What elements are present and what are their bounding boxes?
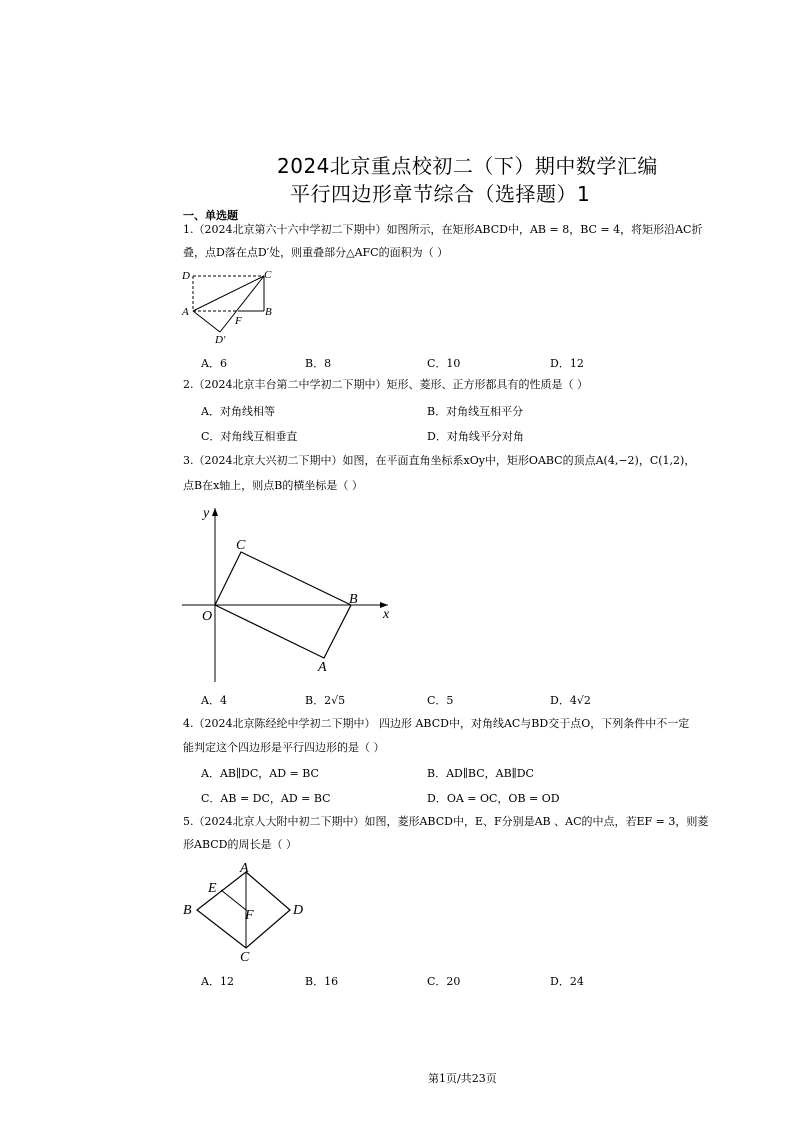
q4-text-line1: 4.（2024北京陈经纶中学初二下期中） 四边形 ABCD中，对角线AC与BD交于点O，下列条件中不一定	[183, 717, 690, 730]
q1-label-D: D	[182, 270, 190, 282]
page-footer: 第1页/共23页	[428, 1072, 497, 1085]
q4-option-d[interactable]: D．OA = OC，OB = OD	[427, 792, 560, 805]
q2-text-line1: 2.（2024北京丰台第二中学初二下期中）矩形、菱形、正方形都具有的性质是（ ）	[183, 378, 588, 391]
q1-label-A: A	[182, 306, 189, 318]
q2-option-c[interactable]: C．对角线互相垂直	[201, 430, 298, 443]
q3-label-A: A	[318, 660, 327, 675]
q5-label-C: C	[240, 950, 250, 965]
q1-label-F: F	[235, 315, 242, 327]
q4-option-a[interactable]: A．AB∥DC，AD = BC	[201, 767, 319, 780]
q2-option-b[interactable]: B．对角线互相平分	[427, 405, 524, 418]
q4-text-line2: 能判定这个四边形是平行四边形的是（ ）	[183, 741, 385, 754]
q3-option-c[interactable]: C．5	[427, 694, 454, 707]
q3-label-B: B	[349, 592, 358, 607]
q4-option-b[interactable]: B．AD∥BC，AB∥DC	[427, 767, 534, 780]
q3-text-line2: 点B在x轴上，则点B的横坐标是（ ）	[183, 479, 363, 492]
q2-option-d[interactable]: D．对角线平分对角	[427, 430, 524, 443]
q5-text-line2: 形ABCD的周长是（ ）	[183, 838, 297, 851]
q3-option-b[interactable]: B．2√5	[305, 694, 346, 707]
q5-label-A: A	[240, 861, 249, 876]
page-title-line2: 平行四边形章节综合（选择题）1	[290, 182, 591, 206]
q1-text-line2: 叠，点D落在点D′处，则重叠部分△AFC的面积为（ ）	[183, 246, 449, 259]
q3-figure	[178, 500, 398, 685]
q5-text-line1: 5.（2024北京人大附中初二下期中）如图，菱形ABCD中，E、F分别是AB 、AC的中点，若EF = 3，则菱	[183, 815, 709, 828]
q1-option-c[interactable]: C．10	[427, 357, 461, 370]
page-title-line1: 2024北京重点校初二（下）期中数学汇编	[277, 154, 658, 178]
q3-label-O: O	[202, 609, 213, 624]
q1-label-B: B	[265, 306, 272, 318]
q3-label-x: x	[383, 607, 390, 622]
q1-label-C: C	[264, 269, 272, 281]
section-heading: 一、单选题	[183, 209, 238, 222]
q1-text-line1: 1.（2024北京第六十六中学初二下期中）如图所示，在矩形ABCD中，AB = 8，BC = 4，将矩形沿AC折	[183, 223, 703, 236]
q5-option-a[interactable]: A．12	[201, 975, 234, 988]
q1-label-Dprime: D′	[215, 334, 226, 346]
q5-label-D: D	[293, 903, 304, 918]
q5-option-d[interactable]: D．24	[550, 975, 584, 988]
q1-option-d[interactable]: D．12	[550, 357, 584, 370]
q1-figure	[178, 264, 288, 346]
q5-label-B: B	[183, 903, 192, 918]
q3-text-line1: 3.（2024北京大兴初二下期中）如图，在平面直角坐标系xOy中，矩形OABC的顶点A(4,−2)，C(1,2)，	[183, 454, 696, 467]
q5-label-E: E	[208, 881, 217, 896]
q3-option-d[interactable]: D．4√2	[550, 694, 591, 707]
q1-option-a[interactable]: A．6	[201, 357, 227, 370]
q1-option-b[interactable]: B．8	[305, 357, 332, 370]
q5-option-c[interactable]: C．20	[427, 975, 461, 988]
q5-option-b[interactable]: B．16	[305, 975, 339, 988]
q5-label-F: F	[245, 908, 254, 923]
q3-label-C: C	[236, 538, 246, 553]
q4-option-c[interactable]: C．AB = DC，AD = BC	[201, 792, 331, 805]
q5-figure	[178, 858, 313, 966]
q2-option-a[interactable]: A．对角线相等	[201, 405, 275, 418]
q3-label-y: y	[203, 506, 210, 521]
q3-option-a[interactable]: A．4	[201, 694, 227, 707]
